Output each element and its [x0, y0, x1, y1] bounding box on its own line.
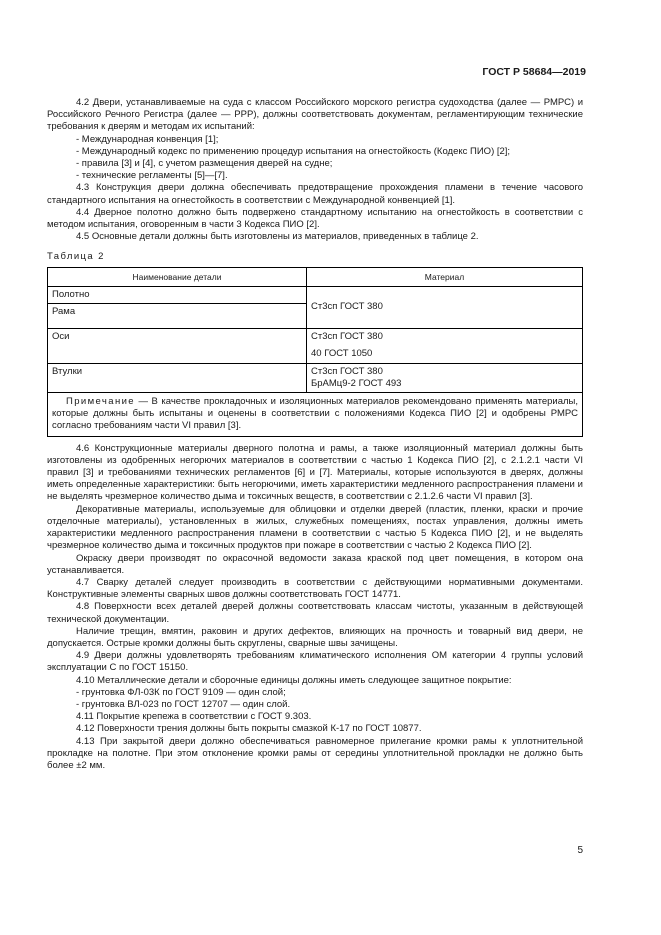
- table-cell: [307, 363, 583, 392]
- material-line: 40 ГОСТ 1050: [311, 348, 373, 360]
- list-item: - Международный кодекс по применению процедур испытания на огнестойкость (Кодекс ПИО) [2];: [76, 145, 511, 157]
- part-cell: Полотно: [48, 287, 306, 304]
- table-note: [48, 393, 583, 437]
- material-cell: Ст3сп ГОСТ 380: [307, 286, 583, 328]
- table-row: [48, 286, 583, 328]
- paragraph-4-8: 4.8 Поверхности всех деталей дверей должны соответствовать классам чистоты, указанным в действующей технической документации.: [47, 601, 583, 625]
- part-cell: Втулки: [48, 363, 307, 392]
- table-header-row: [48, 267, 583, 286]
- paragraph-4-6-decor: Декоративные материалы, используемые для облицовки и отделки дверей (пластик, пленки, краски и прочие отделочные материалы), установленных в жилых, служебных помещениях, постах управления, должны иметь характеристики медленного распространения пламени в соответствии с частью 5 Кодекса ПИО [2], и не выделять чрезмерное количество дыма и токсичных продуктов при пожаре в соответствии с частью 2 Кодекса ПИО [2].: [47, 503, 583, 552]
- paragraph-4-13: 4.13 При закрытой двери должно обеспечиваться равномерное прилегание кромки рамы к уплотнительной прокладке на полотне. При этом отклонение кромки рамы от середины уплотнительной прокладки не должно быть более ±2 мм.: [47, 735, 583, 771]
- list-item: - технические регламенты [5]—[7].: [76, 170, 228, 182]
- paragraph-4-7: 4.7 Сварку деталей следует производить в соответствии с действующими нормативными документами. Конструктивные элементы сварных швов должны соответствовать ГОСТ 14771.: [47, 576, 583, 601]
- table-caption: Таблица 2: [47, 251, 105, 263]
- document-body: [47, 97, 583, 772]
- material-line: Ст3сп ГОСТ 380: [311, 365, 383, 377]
- note-label: Примечание: [66, 396, 135, 408]
- column-header-material: Материал: [307, 267, 583, 286]
- material-line: Ст3сп ГОСТ 380: [311, 331, 383, 343]
- paragraph-4-6-paint: Окраску двери производят по окрасочной ведомости заказа краской под цвет помещения, в котором она устанавливается.: [47, 552, 583, 576]
- list-item: - грунтовка ВЛ-023 по ГОСТ 12707 — один слой.: [76, 698, 291, 710]
- materials-table: [47, 267, 583, 437]
- table-cell: [48, 286, 307, 328]
- page-number: 5: [577, 845, 583, 856]
- table-note-row: [48, 393, 583, 437]
- paragraph-4-8-defects: Наличие трещин, вмятин, раковин и других дефектов, влияющих на прочность и товарный вид двери, не допускается. Острые кромки должны быть скруглены, сварные швы зачищены.: [47, 625, 583, 649]
- part-cell: Рама: [52, 306, 76, 318]
- list-item: - Международная конвенция [1];: [76, 133, 219, 145]
- paragraph-4-9: 4.9 Двери должны удовлетворять требованиям климатического исполнения ОМ категории 4 группы условий эксплуатации С по ГОСТ 15150.: [47, 650, 583, 674]
- part-cell: Оси: [48, 329, 307, 363]
- note-text: — В качестве прокладочных и изоляционных материалов рекомендовано применять материалы, которые должны быть испытаны и оценены в соответствии с положениями Кодекса ПИО [2] и одобрены РМРС согласно требованиям части VI правил [3].: [52, 396, 578, 432]
- list-item: - правила [3] и [4], с учетом размещения дверей на судне;: [76, 158, 333, 170]
- table-row: [48, 329, 583, 363]
- document-header: ГОСТ Р 58684—2019: [482, 66, 586, 78]
- material-line: БрАМц9-2 ГОСТ 493: [311, 377, 402, 389]
- list-item: - грунтовка ФЛ-03К по ГОСТ 9109 — один слой;: [76, 686, 286, 698]
- column-header-part: Наименование детали: [48, 267, 307, 286]
- paragraph-4-11: 4.11 Покрытие крепежа в соответствии с ГОСТ 9.303.: [76, 711, 312, 723]
- paragraph-4-12: 4.12 Поверхности трения должны быть покрыты смазкой К-17 по ГОСТ 10877.: [76, 723, 422, 735]
- paragraph-4-5: 4.5 Основные детали должны быть изготовлены из материалов, приведенных в таблице 2.: [76, 231, 479, 243]
- paragraph-4-2: 4.2 Двери, устанавливаемые на суда с классом Российского морского регистра судоходства (далее — РМРС) и Российского Речного Регистра (далее — РРР), должны соответствовать документам, регламентирующим технические требования к дверям и методам их испытаний:: [47, 97, 583, 133]
- paragraph-4-6: 4.6 Конструкционные материалы дверного полотна и рамы, а также изоляционный материал должны быть изготовлены из одобренных негорючих материалов в соответствии с частью 1 Кодекса ПИО [2], с 2.1.2.1 части VI правил [3] и требованиями технических регламентов [6] и [7]. Материалы, которые используются в дверях, должны иметь определенные характеристики: быть негорючими, иметь характеристики медленного распространения пламени и не выделять чрезмерное количество дыма и токсичных веществ, в соответствии с 2.1.2.6 части VI правил [3].: [47, 442, 583, 503]
- table-cell: [307, 329, 583, 363]
- paragraph-4-10: 4.10 Металлические детали и сборочные единицы должны иметь следующее защитное покрытие:: [76, 674, 512, 686]
- table-row: [48, 363, 583, 392]
- paragraph-4-3: 4.3 Конструкция двери должна обеспечивать предотвращение прохождения пламени в течение часового стандартного испытания на огнестойкость в соответствии с Международной конвенцией [1].: [47, 182, 583, 206]
- paragraph-4-4: 4.4 Дверное полотно должно быть подвержено стандартному испытанию на огнестойкость в соответствии с методом испытания, оговоренным в части 3 Кодекса ПИО [2].: [47, 206, 583, 231]
